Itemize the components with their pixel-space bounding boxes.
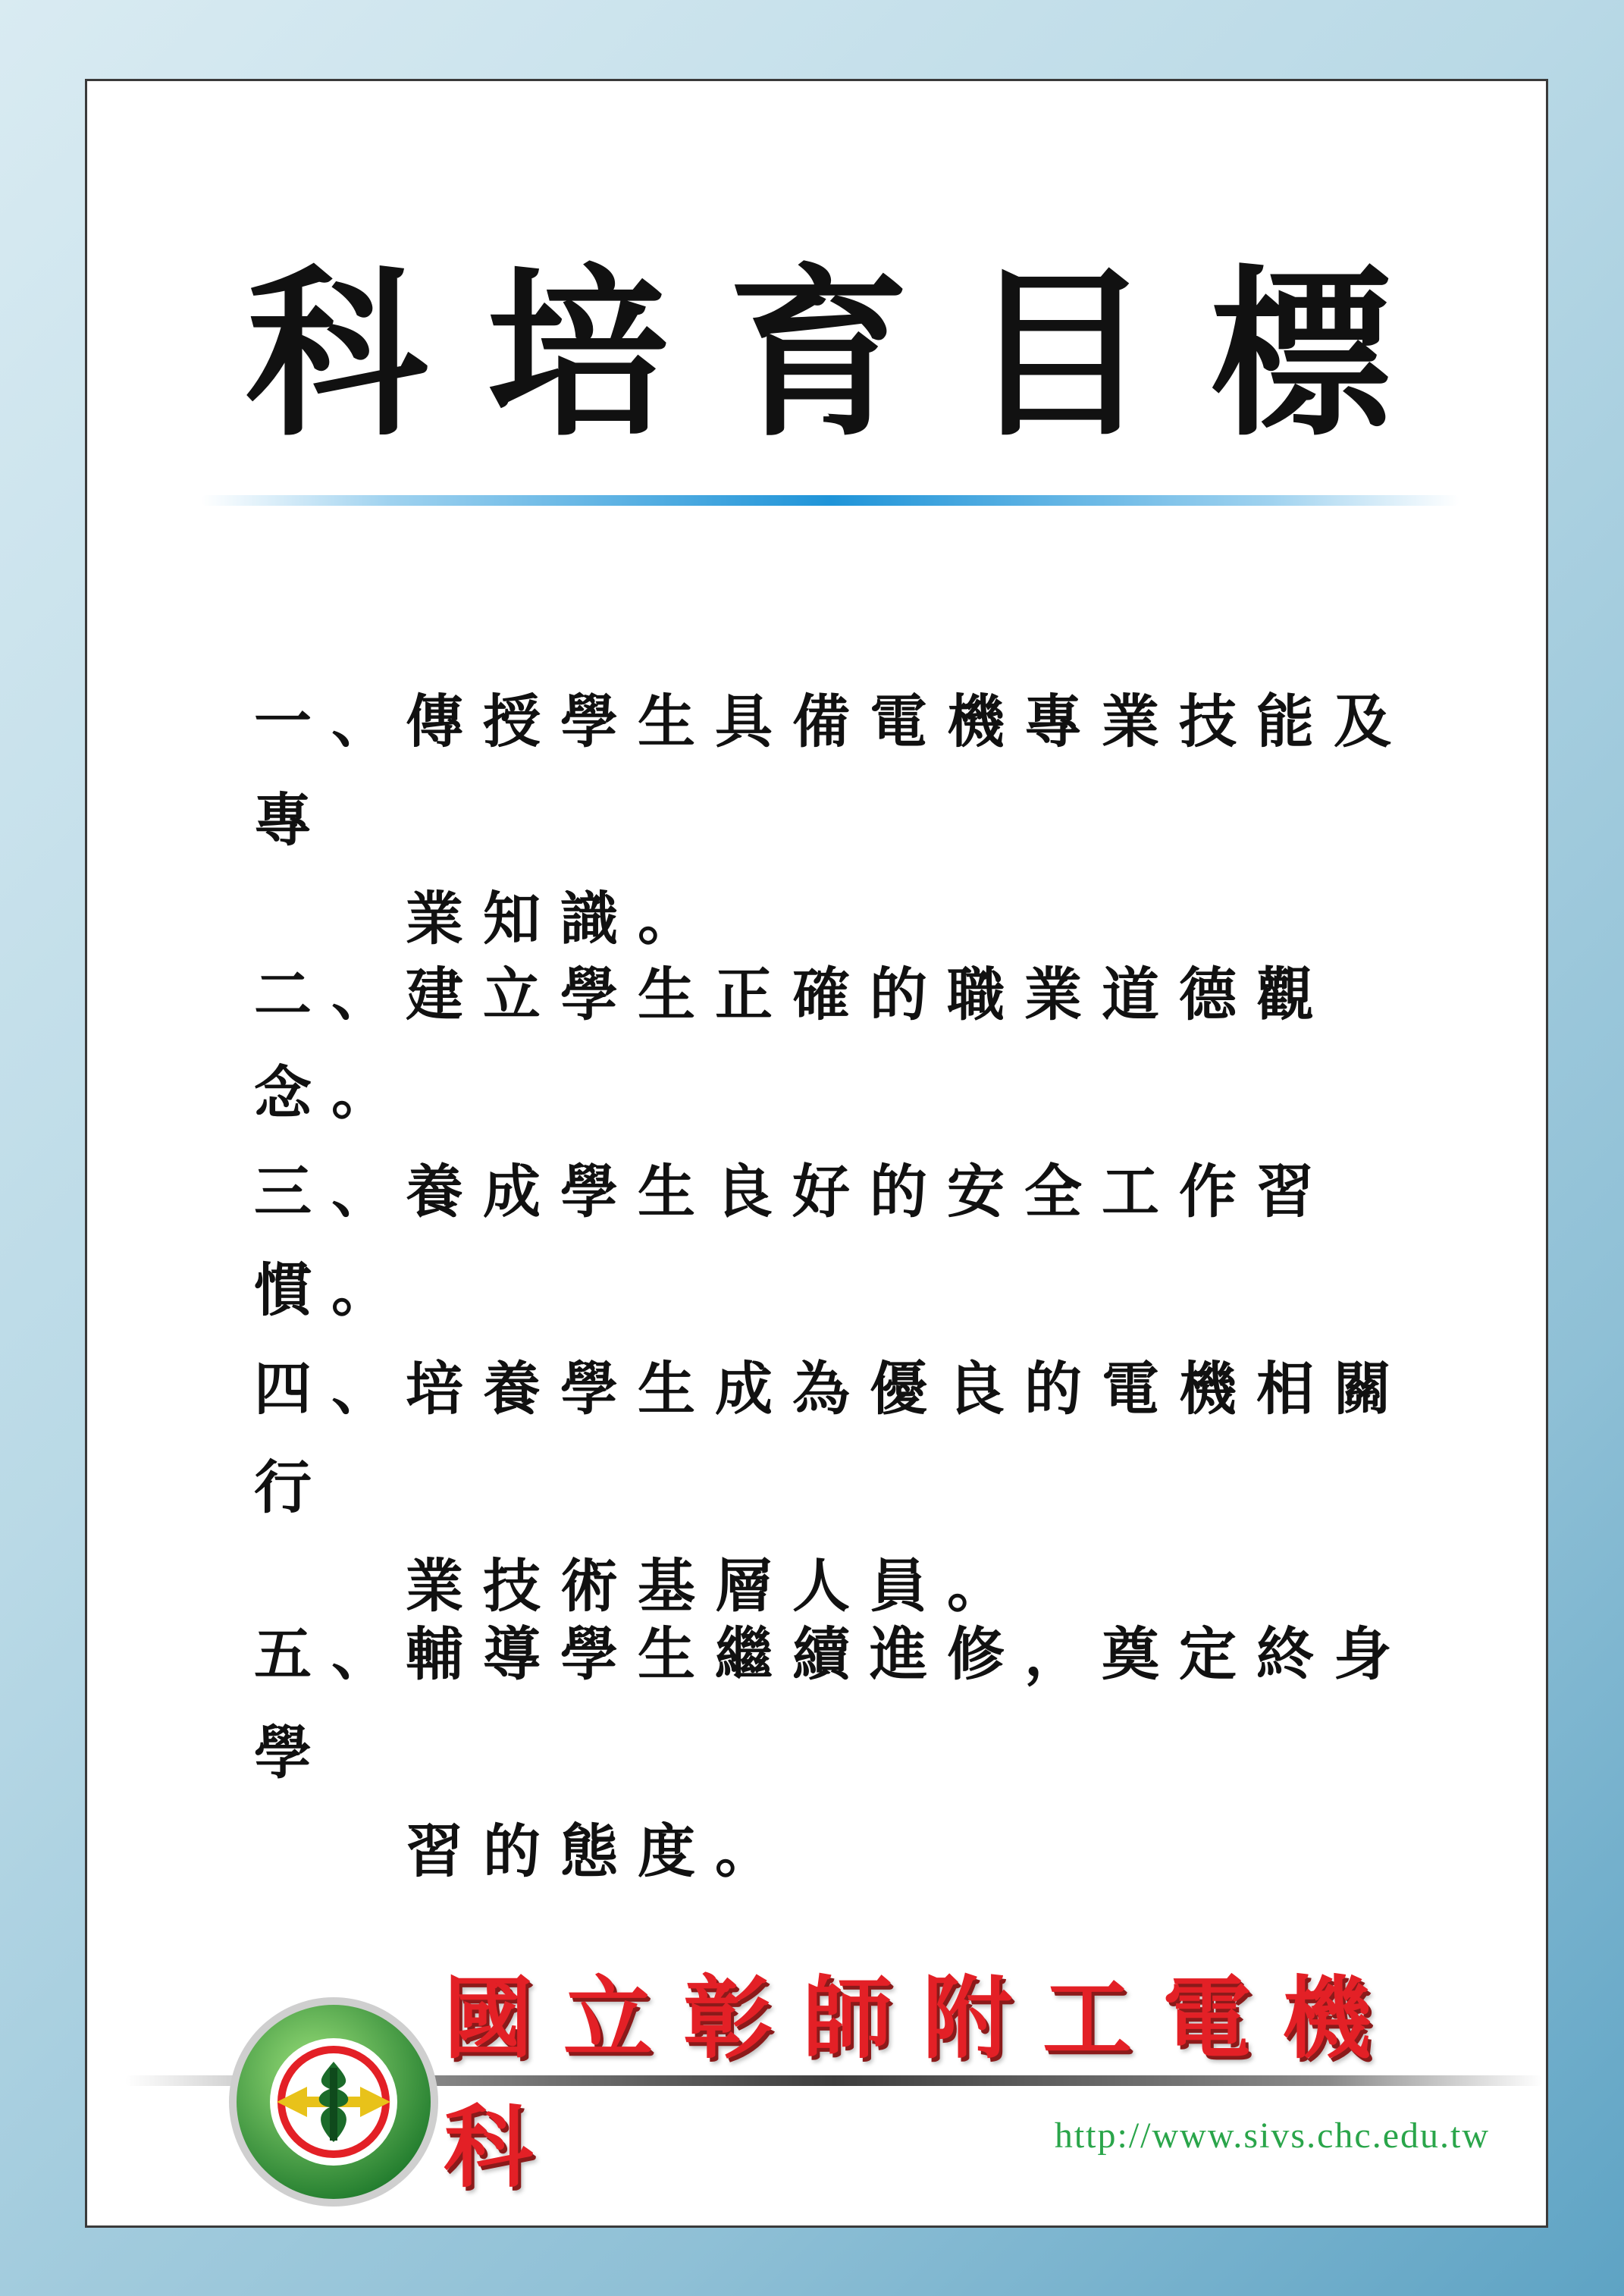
goal-text-line1: 養成學生良好的安全工作習慣。 xyxy=(254,1158,1334,1324)
goal-text-line2: 業技術基層人員。 xyxy=(406,1552,1024,1620)
goal-number: 三、 xyxy=(254,1158,409,1225)
goal-number: 四、 xyxy=(254,1355,409,1422)
goal-text-line1: 輔導學生繼續進修，奠定終身學 xyxy=(254,1620,1411,1786)
goal-item-3 xyxy=(254,1143,1467,1340)
goal-text-line2: 業知識。 xyxy=(406,885,715,952)
goal-text-line1: 培養學生成為優良的電機相關行 xyxy=(254,1355,1411,1521)
title-divider xyxy=(201,495,1459,506)
school-logo-icon xyxy=(224,1992,444,2212)
goal-item-2 xyxy=(254,946,1467,1143)
goal-item-4 xyxy=(254,1340,1467,1636)
poster-title: 科培育目標 xyxy=(245,247,1451,461)
goal-text-line2: 習的態度。 xyxy=(406,1818,792,1885)
goal-text-line1: 建立學生正確的職業道德觀念。 xyxy=(254,961,1334,1127)
goal-item-1 xyxy=(254,673,1467,968)
goal-number: 二、 xyxy=(254,961,409,1028)
goal-text-line1: 傳授學生具備電機專業技能及專 xyxy=(254,688,1411,854)
poster-paper xyxy=(85,79,1548,2228)
goal-number: 五、 xyxy=(254,1620,409,1688)
goal-number: 一、 xyxy=(254,688,409,755)
school-url[interactable]: http://www.sivs.chc.edu.tw xyxy=(1054,2116,1490,2156)
department-name: 國立彰師附工電機科 xyxy=(444,1965,1403,2200)
goal-item-5 xyxy=(254,1605,1467,1901)
